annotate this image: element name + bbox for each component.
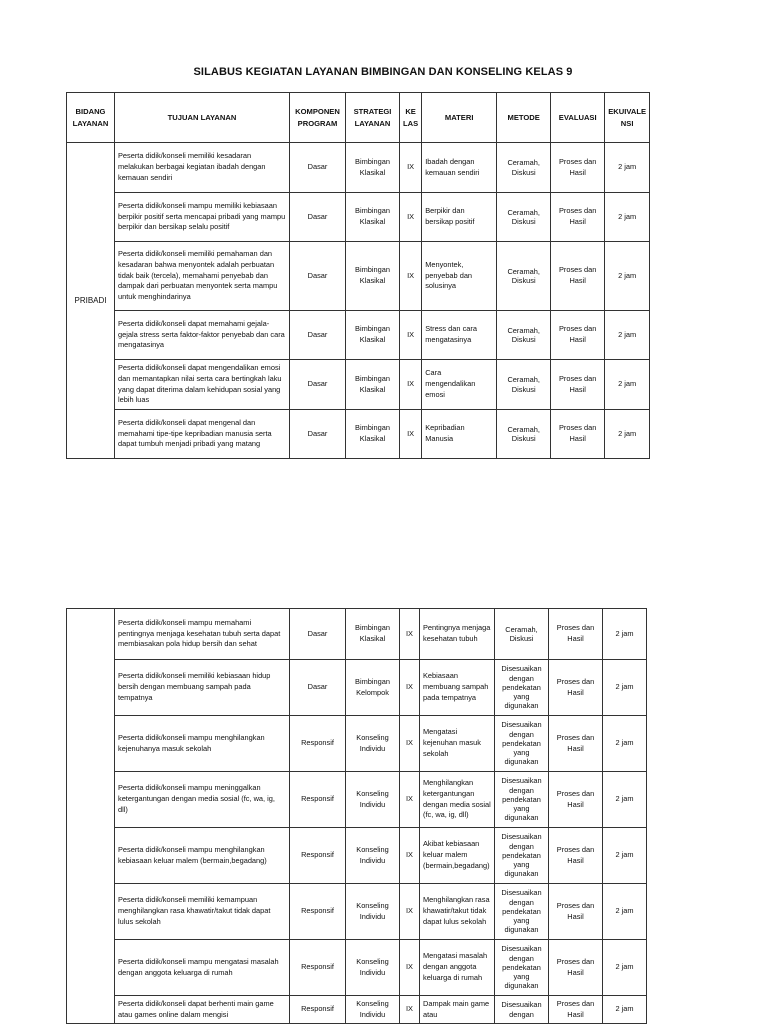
cell-ekuivalensi: 2 jam: [605, 311, 650, 360]
cell-kelas: IX: [400, 410, 422, 459]
cell-komponen: Dasar: [290, 360, 346, 410]
table-row: [67, 828, 647, 884]
cell-ekuivalensi: 2 jam: [605, 360, 650, 410]
cell-evaluasi: Proses dan Hasil: [549, 609, 603, 660]
cell-komponen: Responsif: [290, 828, 346, 884]
cell-komponen: Dasar: [290, 193, 346, 242]
cell-tujuan: Peserta didik/konseli memiliki kebiasaan hidup bersih dengan membuang sampah pada tempatnya: [115, 660, 290, 716]
cell-evaluasi: Proses dan Hasil: [551, 410, 605, 459]
cell-evaluasi: Proses dan Hasil: [551, 311, 605, 360]
table-row: [67, 242, 650, 311]
cell-strategi: Bimbingan Klasikal: [346, 609, 400, 660]
cell-materi: Menghilangkan ketergantungan dengan media sosial (fc, wa, ig, dll): [420, 772, 495, 828]
cell-ekuivalensi: 2 jam: [605, 410, 650, 459]
header-tujuan: TUJUAN LAYANAN: [115, 93, 290, 143]
cell-kelas: IX: [400, 143, 422, 193]
table-row: [67, 143, 650, 193]
cell-strategi: Bimbingan Klasikal: [346, 410, 400, 459]
cell-evaluasi: Proses dan Hasil: [551, 242, 605, 311]
cell-tujuan: Peserta didik/konseli mampu menghilangkan kebiasaan keluar malem (bermain,begadang): [115, 828, 290, 884]
cell-evaluasi: Proses dan Hasil: [551, 360, 605, 410]
cell-strategi: Bimbingan Klasikal: [346, 311, 400, 360]
cell-kelas: IX: [400, 940, 420, 996]
cell-strategi: Konseling Individu: [346, 772, 400, 828]
cell-evaluasi: Proses dan Hasil: [549, 660, 603, 716]
cell-tujuan: Peserta didik/konseli mampu menghilangkan kejenuhanya masuk sekolah: [115, 716, 290, 772]
cell-tujuan: Peserta didik/konseli mampu mengatasi masalah dengan anggota keluarga di rumah: [115, 940, 290, 996]
cell-tujuan: Peserta didik/konseli memiliki kesadaran melakukan berbagai kegiatan ibadah dengan kemauan sendiri: [115, 143, 290, 193]
cell-kelas: IX: [400, 360, 422, 410]
cell-metode: Ceramah, Diskusi: [497, 360, 551, 410]
cell-metode: Disesuaikan dengan: [495, 996, 549, 1024]
cell-komponen: Responsif: [290, 716, 346, 772]
cell-strategi: Bimbingan Klasikal: [346, 193, 400, 242]
cell-komponen: Dasar: [290, 143, 346, 193]
cell-evaluasi: Proses dan Hasil: [551, 193, 605, 242]
bidang-layanan-cell: [67, 609, 115, 1024]
header-bidang: BIDANG LAYANAN: [67, 93, 115, 143]
cell-strategi: Bimbingan Klasikal: [346, 242, 400, 311]
cell-metode: Ceramah, Diskusi: [497, 143, 551, 193]
cell-ekuivalensi: 2 jam: [603, 772, 647, 828]
table-row: [67, 940, 647, 996]
table-row: [67, 410, 650, 459]
table-row: [67, 311, 650, 360]
header-ekuivalensi: EKUIVALE NSI: [605, 93, 650, 143]
cell-strategi: Konseling Individu: [346, 996, 400, 1024]
cell-ekuivalensi: 2 jam: [603, 828, 647, 884]
cell-tujuan: Peserta didik/konseli mampu memahami pentingnya menjaga kesehatan tubuh serta dapat membiasakan pola hidup bersih dan sehat: [115, 609, 290, 660]
cell-metode: Ceramah, Diskusi: [497, 410, 551, 459]
cell-kelas: IX: [400, 242, 422, 311]
cell-materi: Kebiasaan membuang sampah pada tempatnya: [420, 660, 495, 716]
cell-kelas: IX: [400, 609, 420, 660]
header-metode: METODE: [497, 93, 551, 143]
cell-komponen: Dasar: [290, 660, 346, 716]
header-row: [67, 93, 650, 143]
cell-tujuan: Peserta didik/konseli dapat memahami gejala-gejala stress serta faktor-faktor penyebab dan cara mengatasinya: [115, 311, 290, 360]
cell-ekuivalensi: 2 jam: [603, 660, 647, 716]
cell-strategi: Konseling Individu: [346, 884, 400, 940]
table-row: [67, 716, 647, 772]
cell-komponen: Dasar: [290, 609, 346, 660]
cell-komponen: Dasar: [290, 410, 346, 459]
cell-komponen: Responsif: [290, 996, 346, 1024]
cell-ekuivalensi: 2 jam: [603, 996, 647, 1024]
cell-kelas: IX: [400, 996, 420, 1024]
cell-evaluasi: Proses dan Hasil: [549, 884, 603, 940]
bidang-layanan-cell: PRIBADI: [67, 143, 115, 459]
cell-metode: Disesuaikan dengan pendekatan yang digunakan: [495, 772, 549, 828]
cell-komponen: Responsif: [290, 884, 346, 940]
cell-ekuivalensi: 2 jam: [603, 884, 647, 940]
cell-metode: Ceramah, Diskusi: [497, 193, 551, 242]
cell-materi: Pentingnya menjaga kesehatan tubuh: [420, 609, 495, 660]
cell-metode: Disesuaikan dengan pendekatan yang digunakan: [495, 884, 549, 940]
cell-tujuan: Peserta didik/konseli dapat mengendalikan emosi dan memantapkan nilai serta cara bertingkah laku yang dapat diterima dalam kehidupan sosial yang lebih luas: [115, 360, 290, 410]
syllabus-table-page-2: [66, 608, 647, 1024]
cell-evaluasi: Proses dan Hasil: [549, 772, 603, 828]
header-materi: MATERI: [422, 93, 497, 143]
cell-tujuan: Peserta didik/konseli dapat berhenti main game atau games online dalam mengisi: [115, 996, 290, 1024]
cell-komponen: Dasar: [290, 311, 346, 360]
cell-materi: Dampak main game atau: [420, 996, 495, 1024]
cell-evaluasi: Proses dan Hasil: [549, 996, 603, 1024]
cell-materi: Ibadah dengan kemauan sendiri: [422, 143, 497, 193]
cell-komponen: Responsif: [290, 940, 346, 996]
cell-tujuan: Peserta didik/konseli memiliki pemahaman dan kesadaran bahwa menyontek adalah perbuatan tidak baik (tercela), memahami penyebab dan dampak dari perbuatan menyontek serta mampu untuk menghindarinya: [115, 242, 290, 311]
cell-materi: Akibat kebiasaan keluar malem (bermain,begadang): [420, 828, 495, 884]
cell-materi: Mengatasi kejenuhan masuk sekolah: [420, 716, 495, 772]
cell-kelas: IX: [400, 828, 420, 884]
cell-tujuan: Peserta didik/konseli mampu memiliki kebiasaan berpikir positif serta mencapai pribadi yang mampu berpikir dan bersikap selalu positif: [115, 193, 290, 242]
cell-materi: Kepribadian Manusia: [422, 410, 497, 459]
table-row: [67, 360, 650, 410]
cell-materi: Stress dan cara mengatasinya: [422, 311, 497, 360]
cell-evaluasi: Proses dan Hasil: [549, 940, 603, 996]
cell-materi: Mengatasi masalah dengan anggota keluarga di rumah: [420, 940, 495, 996]
cell-metode: Disesuaikan dengan pendekatan yang digunakan: [495, 660, 549, 716]
cell-komponen: Dasar: [290, 242, 346, 311]
cell-kelas: IX: [400, 772, 420, 828]
cell-strategi: Bimbingan Klasikal: [346, 360, 400, 410]
cell-materi: Berpikir dan bersikap positif: [422, 193, 497, 242]
table-row: [67, 996, 647, 1024]
cell-ekuivalensi: 2 jam: [603, 940, 647, 996]
table-row: [67, 660, 647, 716]
header-kelas: KE LAS: [400, 93, 422, 143]
cell-strategi: Bimbingan Kelompok: [346, 660, 400, 716]
cell-komponen: Responsif: [290, 772, 346, 828]
cell-strategi: Konseling Individu: [346, 828, 400, 884]
cell-ekuivalensi: 2 jam: [605, 242, 650, 311]
cell-strategi: Konseling Individu: [346, 716, 400, 772]
cell-ekuivalensi: 2 jam: [605, 193, 650, 242]
cell-metode: Ceramah, Diskusi: [497, 242, 551, 311]
cell-materi: Menghilangkan rasa khawatir/takut tidak dapat lulus sekolah: [420, 884, 495, 940]
cell-strategi: Konseling Individu: [346, 940, 400, 996]
table-row: [67, 609, 647, 660]
cell-evaluasi: Proses dan Hasil: [549, 716, 603, 772]
cell-materi: Menyontek, penyebab dan solusinya: [422, 242, 497, 311]
cell-evaluasi: Proses dan Hasil: [551, 143, 605, 193]
cell-kelas: IX: [400, 884, 420, 940]
cell-kelas: IX: [400, 311, 422, 360]
table-row: [67, 884, 647, 940]
cell-metode: Ceramah, Diskusi: [497, 311, 551, 360]
cell-ekuivalensi: 2 jam: [603, 716, 647, 772]
cell-tujuan: Peserta didik/konseli mampu meninggalkan ketergantungan dengan media sosial (fc, wa, ig, dll): [115, 772, 290, 828]
cell-materi: Cara mengendalikan emosi: [422, 360, 497, 410]
cell-metode: Ceramah, Diskusi: [495, 609, 549, 660]
cell-ekuivalensi: 2 jam: [603, 609, 647, 660]
cell-evaluasi: Proses dan Hasil: [549, 828, 603, 884]
cell-tujuan: Peserta didik/konseli dapat mengenal dan memahami tipe-tipe kepribadian manusia serta dapat tumbuh menjadi pribadi yang matang: [115, 410, 290, 459]
cell-kelas: IX: [400, 193, 422, 242]
cell-metode: Disesuaikan dengan pendekatan yang digunakan: [495, 828, 549, 884]
header-strategi: STRATEGI LAYANAN: [346, 93, 400, 143]
cell-metode: Disesuaikan dengan pendekatan yang digunakan: [495, 716, 549, 772]
header-komponen: KOMPONEN PROGRAM: [290, 93, 346, 143]
cell-tujuan: Peserta didik/konseli memiliki kemampuan menghilangkan rasa khawatir/takut tidak dapat lulus sekolah: [115, 884, 290, 940]
cell-ekuivalensi: 2 jam: [605, 143, 650, 193]
cell-metode: Disesuaikan dengan pendekatan yang digunakan: [495, 940, 549, 996]
table-row: [67, 193, 650, 242]
cell-kelas: IX: [400, 716, 420, 772]
header-evaluasi: EVALUASI: [551, 93, 605, 143]
cell-kelas: IX: [400, 660, 420, 716]
table-row: [67, 772, 647, 828]
document-title: SILABUS KEGIATAN LAYANAN BIMBINGAN DAN KONSELING KELAS 9: [193, 66, 573, 78]
cell-strategi: Bimbingan Klasikal: [346, 143, 400, 193]
syllabus-table-page-1: [66, 92, 650, 459]
